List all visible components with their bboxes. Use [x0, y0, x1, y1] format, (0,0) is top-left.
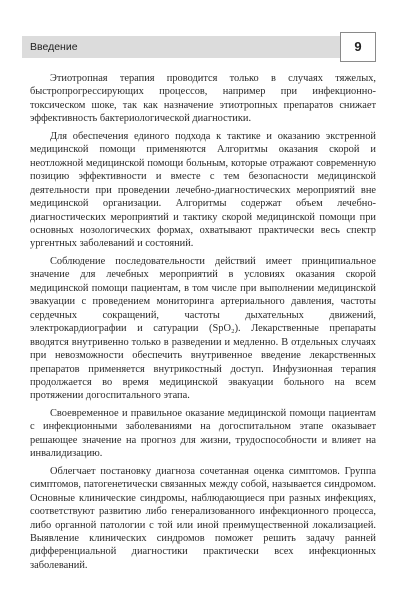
paragraph: Своевременное и правильное оказание медицинской помощи пациентам с инфекционными заболеваниями на догоспитальном этапе оказывает решающее значение на прогноз для жизни, трудоспособности и влияет на инвалидизацию.	[30, 407, 376, 460]
paragraph: Соблюдение последовательности действий имеет принципиальное значение для лечебных мероприятий в условиях оказания скорой медицинской помощи пациентам, в том числе при выполнении медицинской эвакуации с проведением мониторинга артериального давления, частоты сердечных сокращений, частоты дыхательных движений, электрокардиографии и сатурации (SpO₂). Лекарственные препараты вводятся внутривенно только в разведении и медленно. В отдельных случаях при невозможности обеспечить внутривенное введение лекарственных препаратов применяется внутрикостный доступ. Инфузионная терапия продолжается во время медицинской эвакуации больного на всем протяжении догоспитального этапа.	[30, 255, 376, 402]
body-text	[30, 72, 376, 576]
paragraph: Облегчает постановку диагноза сочетанная оценка симптомов. Группа симптомов, патогенетически связанных между собой, называется синдромом. Основные клинические синдромы, наблюдающиеся при разных инфекциях, соответствуют развитию либо генерализованного инфекционного процесса, либо органной патологии с той или иной преимущественной локализацией. Выявление клинических синдромов поможет решить задачу ранней дифференциальной диагностики практически всех инфекционных заболеваний.	[30, 465, 376, 571]
running-header-title: Введение	[30, 41, 78, 53]
paragraph: Этиотропная терапия проводится только в случаях тяжелых, быстропрогрессирующих процессов, например при инфекционно-токсическом шоке, так как назначение этиотропных препаратов снижает эффективность бактериологической диагностики.	[30, 73, 376, 125]
paragraph: Для обеспечения единого подхода к тактике и оказанию экстренной медицинской помощи применяются Алгоритмы оказания скорой и неотложной медицинской помощи больным, которые отражают современную позицию эффективности и вместе с тем безопасности медицинской деятельности при проведении лечебно-диагностических мероприятий вне медицинской организации. Алгоритмы содержат объем лечебно-диагностических мероприятий и тактику скорой медицинской помощи при основных нозологических формах, охватывают практически весь спектр ургентных заболеваний и состояний.	[30, 130, 376, 250]
page-number: 9	[354, 39, 362, 54]
